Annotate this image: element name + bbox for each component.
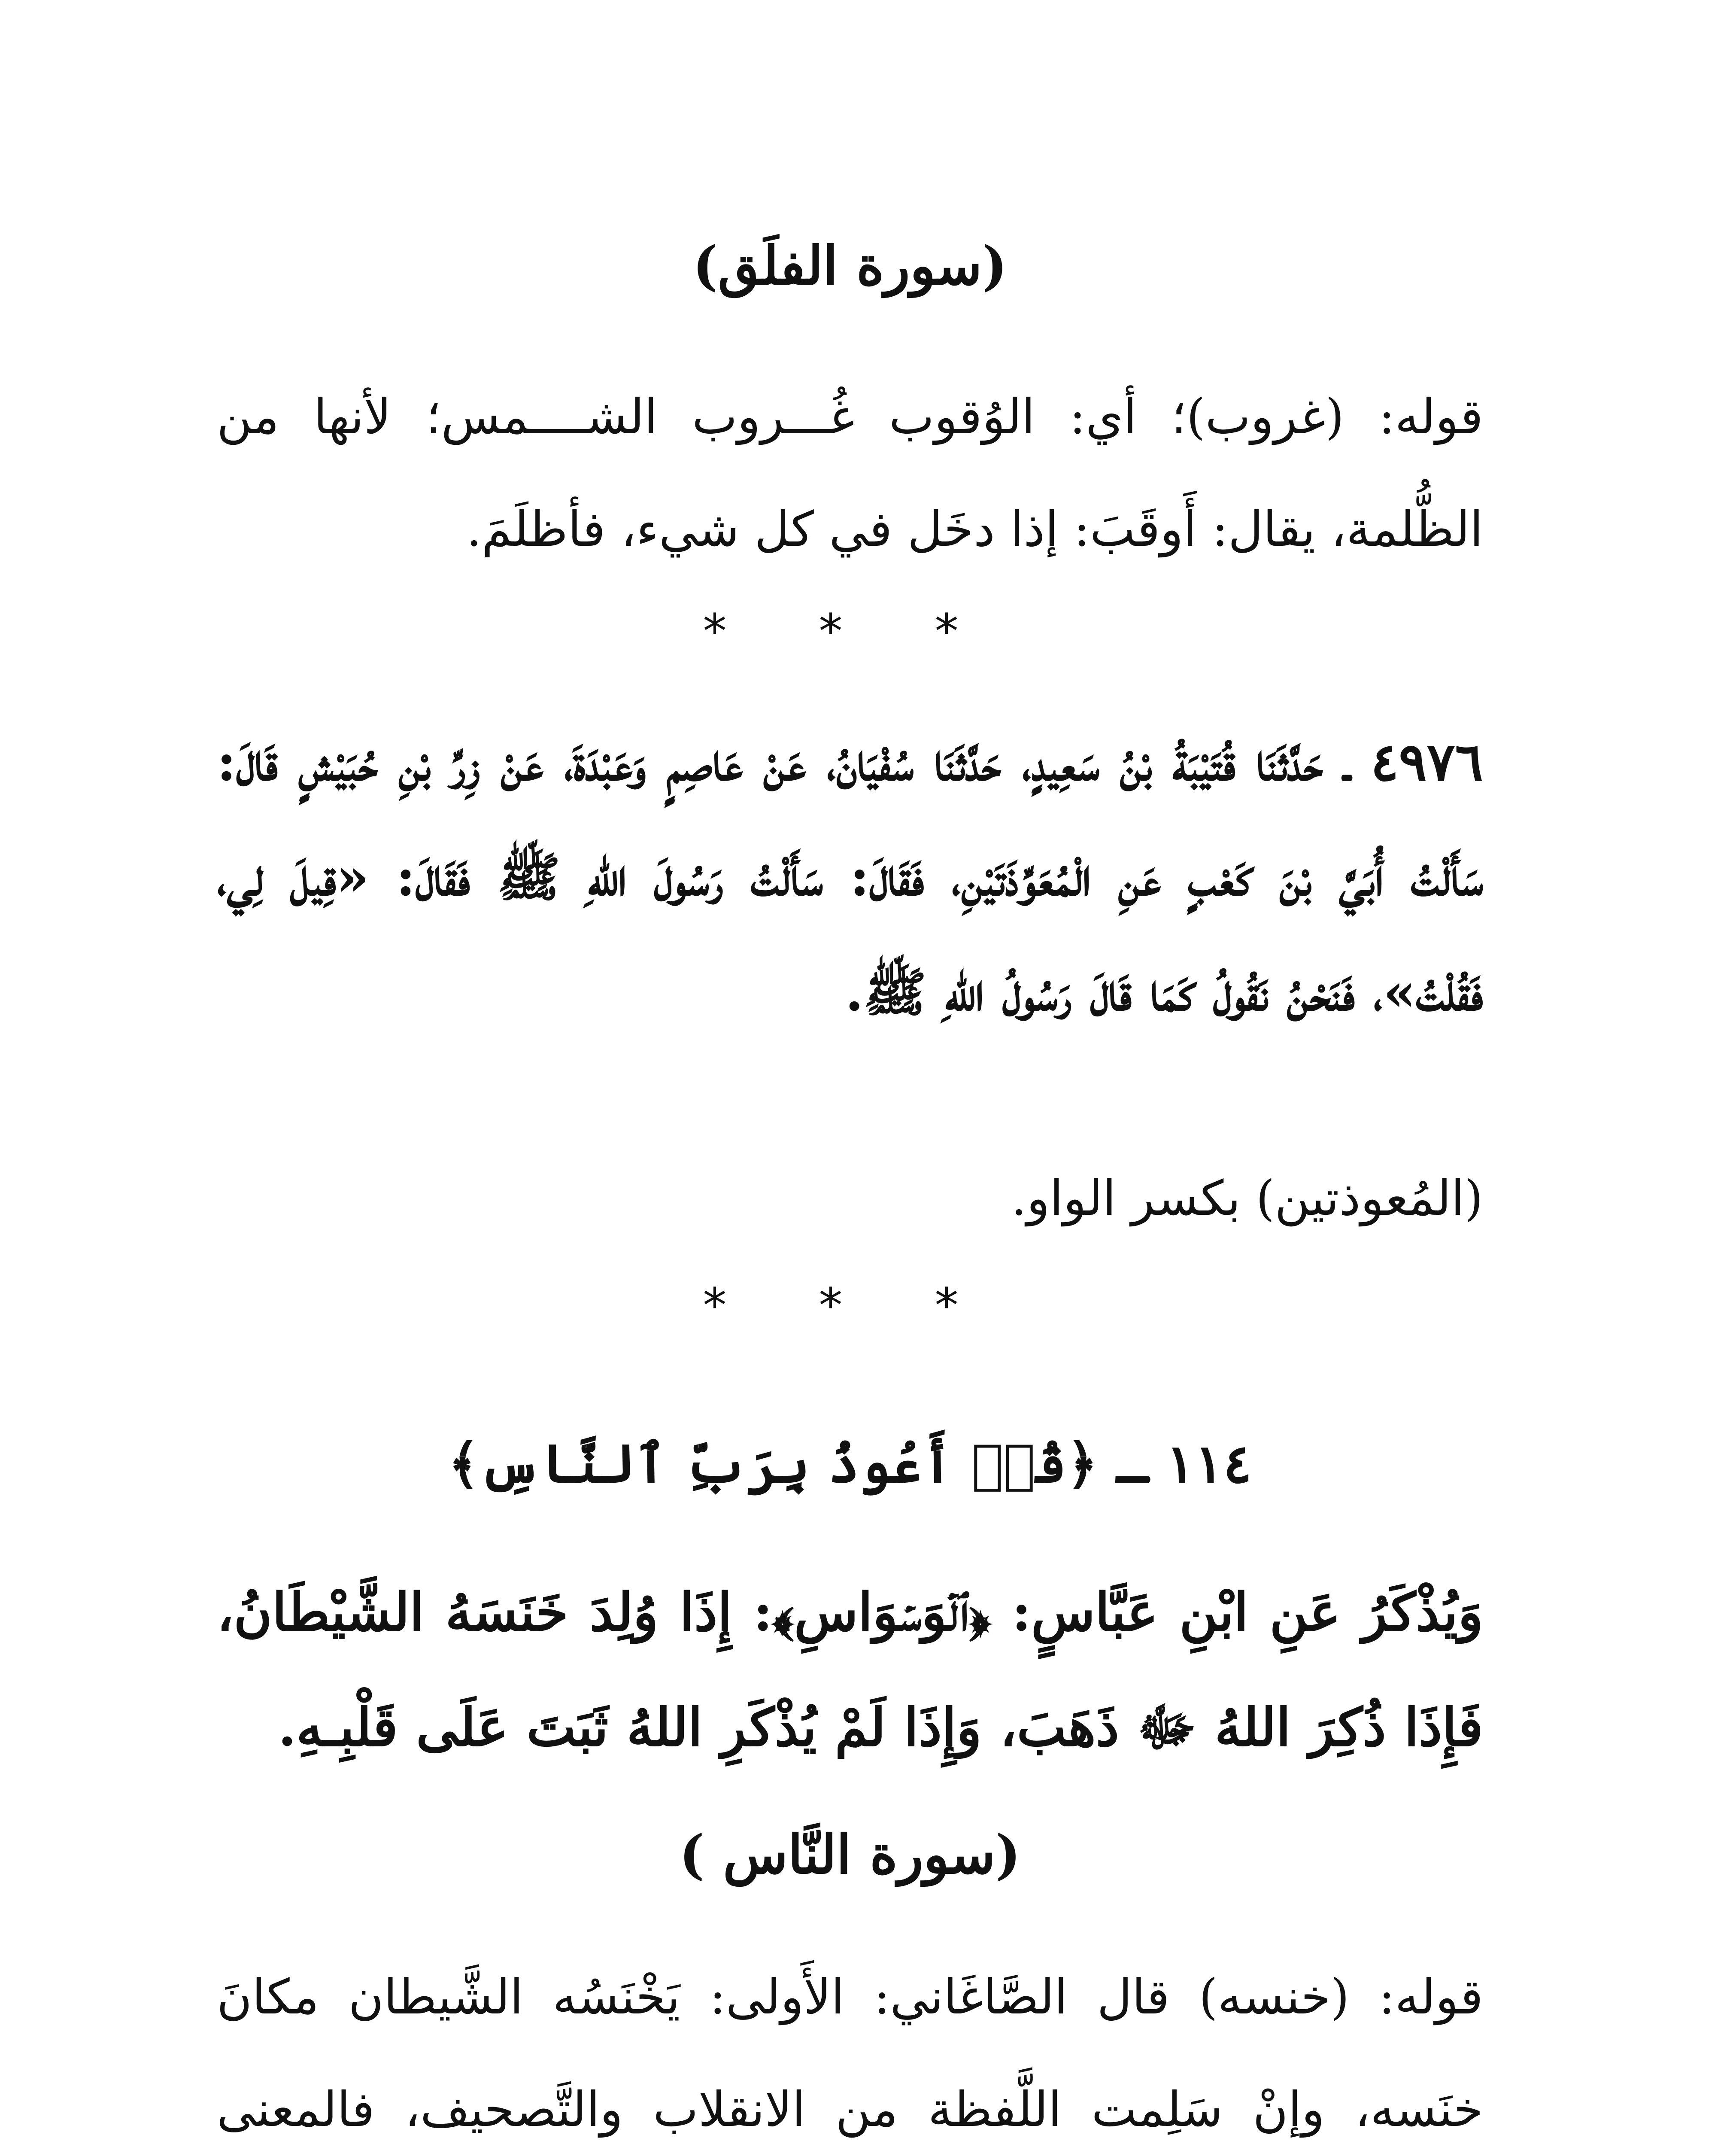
separator-stars: * * * [703, 604, 997, 659]
heading-surat-al-falaq: (سورة الفلَق) [692, 235, 1008, 297]
paragraph-ibn-abbas-narration: وَيُذْكَرُ عَنِ ابْنِ عَبَّاسٍ: ﴿ٱلۡوَسۡوَاسِ﴾: إِذَا وُلِدَ خَنَسَهُ الشَّيْطَانُ، فَإِذَا ذُكِرَ اللهُ ﷻ ذَهَبَ، وَإِذَا لَمْ يُذْكَرِ اللهُ ثَبَتَ عَلَى قَلْبِـهِ. [217, 1581, 1483, 1758]
paragraph-muawwidhatayn-note: (المُعوذتين) بكسر الواو. [1011, 1171, 1483, 1226]
separator-stars: * * * [703, 1278, 997, 1333]
paragraph-nas-commentary: قوله: (خنسه) قال الصَّاغَاني: الأَولى: يَخْنَسُه الشَّيطان مكانَ خنَسه، وإنْ سَلِمت اللَّفظة من الانقلاب والتَّصحيف، فالمعنى [217, 1969, 1483, 2138]
heading-chapter-114: ١١٤ ـ ﴿قُلۡ أَعُوذُ بِرَبِّ ٱلنَّاسِ﴾ [448, 1433, 1252, 1495]
paragraph-falaq-commentary: قوله: (غروب)؛ أي: الوُقوب غُـــروب الشــــمس؛ لأنها من الظُّلمة، يقال: أَوقَبَ: إذا دخَل في كل شيء، فأظلَمَ. [217, 389, 1483, 557]
heading-surat-al-nas: (سورة النَّاس ) [679, 1824, 1021, 1886]
paragraph-hadith-4976: ٤٩٧٦ ـ حَدَّثَنَا قُتَيْبَةُ بْنُ سَعِيدٍ، حَدَّثَنَا سُفْيَانُ، عَنْ عَاصِمٍ وَعَبْدَةَ، عَنْ زِرِّ بْنِ حُبَيْشٍ قَالَ: سَأَلْتُ أُبَيَّ بْنَ كَعْبٍ عَنِ الْمُعَوِّذَتَيْنِ، فَقَالَ: سَأَلْتُ رَسُولَ اللهِ ﷺ فَقَالَ: «قِيلَ لِي، فَقُلْتُ»، فَنَحْنُ نَقُولُ كَمَا قَالَ رَسُولُ اللهِ ﷺ. [217, 731, 1483, 1023]
